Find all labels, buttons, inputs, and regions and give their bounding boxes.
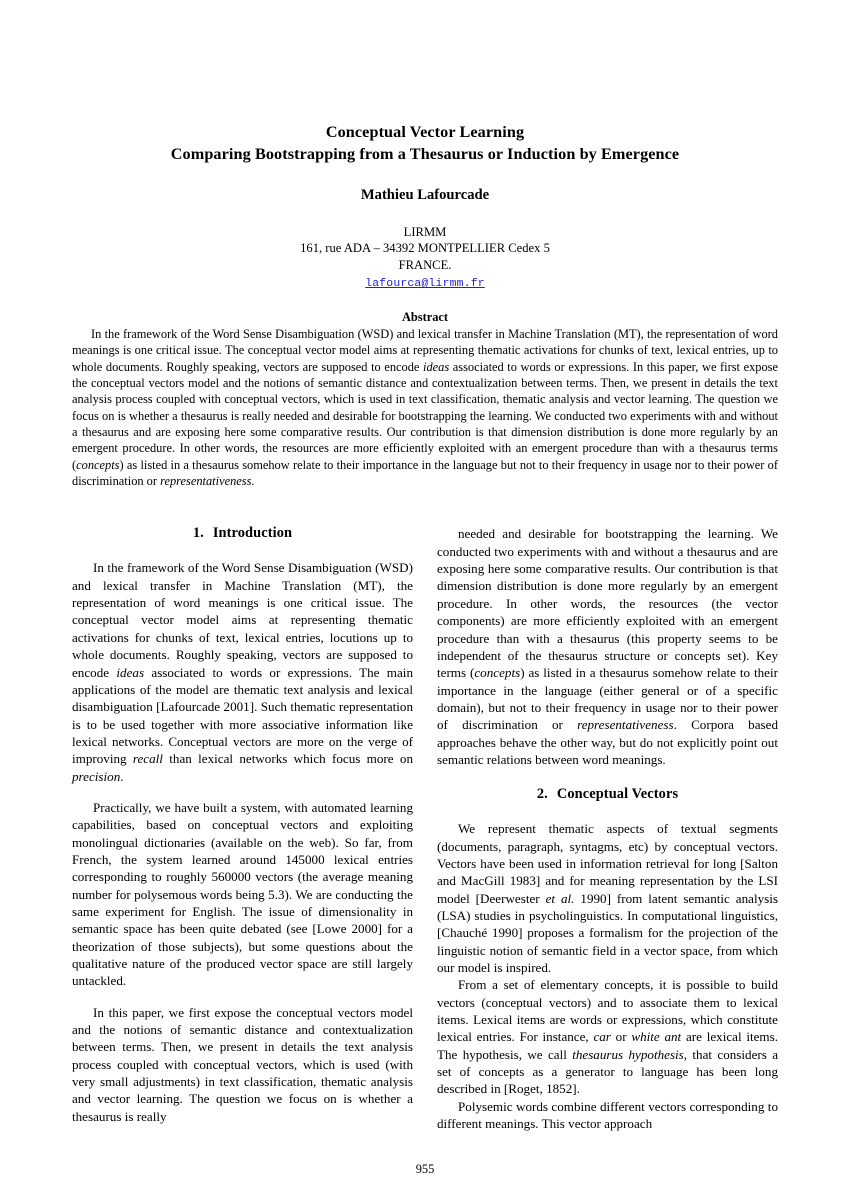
section-number-1: 1. — [192, 525, 204, 542]
abstract-text-2: associated to words or expressions. In this paper, we first expose the conceptual vectors model and the notions of semantic distance and contextualization between terms. Then, we present in details the text analysis process coupled with conceptual vectors, which is used in text classification, thematic analysis and vector learning. The question we focus on is whether a thesaurus is really needed and desirable for bootstrapping the learning. We conducted two experiments with and without a thesaurus and are exposing here some comparative results. Our contribution is that dimension distribution is done more regularly by an emergent procedure. In other words, the resources are more efficiently exploited with an emergent procedure than with a thesaurus terms ( — [72, 359, 779, 472]
page-content — [72, 0, 778, 1132]
intro-p3c-italic-concepts: concepts — [474, 665, 521, 681]
abstract-italic-ideas: ideas — [423, 359, 450, 374]
section-title-2: Conceptual Vectors — [556, 786, 679, 803]
page-title — [72, 122, 778, 165]
cv-p2-text-d: , that considers a set of concepts as a generator to language has been long described in [Roget, 1852]. — [437, 1046, 779, 1097]
intro-paragraph-1 — [72, 559, 413, 784]
section-heading-conceptual-vectors — [437, 786, 778, 803]
intro-p1-italic-ideas: ideas — [116, 664, 145, 680]
intro-p1-italic-recall: recall — [132, 751, 163, 767]
intro-p3c-text-b: ) as listed in a thesaurus somehow relate to their importance in the language (either general or of a specific domain), but not to their frequency in usage nor to their power of discrimination or — [437, 665, 778, 733]
abstract-section — [72, 310, 778, 489]
abstract-body — [72, 326, 778, 489]
title-block — [72, 0, 778, 292]
cv-p2-italic-car: car — [593, 1029, 611, 1045]
cv-p1-italic-etal: et al. — [545, 890, 575, 906]
cv-p2-text-c: are lexical items. The hypothesis, we call — [437, 1029, 778, 1062]
abstract-italic-concepts: concepts — [76, 457, 120, 472]
author-name: Mathieu Lafourcade — [360, 187, 490, 204]
cv-p2-text-a: From a set of elementary concepts, it is possible to build vectors (conceptual vectors) and to associate them to lexical items. Lexical items are words or expressions, which constitute lexical entries. For instance, — [437, 977, 778, 1045]
cv-p1-text-b: 1990] from latent semantic analysis (LSA) studies in psycholinguistics. In computational linguistics, [Chauché 1990] proposes a formalism for the projection of the linguistic notion of semantic field in a vector space, from which our model is inspired. — [437, 890, 778, 975]
intro-p1-text-b: associated to words or expressions. The main applications of the model are thematic text analysis and lexical disambiguation [Lafourcade 2001]. Such thematic representation is to be used together with more associative information like lexical networks. Conceptual vectors are more on the verge of improving — [72, 664, 413, 767]
cv-paragraph-3: Polysemic words combine different vectors corresponding to different meanings. This vector approach — [437, 1098, 778, 1132]
intro-p1-italic-precision: precision — [72, 768, 121, 784]
right-column — [437, 525, 778, 1132]
page-number: 955 — [415, 1162, 435, 1176]
intro-p3c-text-a: needed and desirable for bootstrapping the learning. We conducted two experiments with and without a thesaurus and are exposing here some comparative results. Our contribution is that dimension distribution is done more regularly by an emergent procedure. In other words, the resources (the vector components) are more efficiently exploited with an emergent procedure than with a thesaurus (this property seems to be independent of the thesaurus structure or concepts set). Key terms ( — [437, 526, 778, 681]
heading-spacer — [437, 768, 778, 786]
cv-p2-italic-white-ant: white ant — [631, 1029, 682, 1045]
intro-paragraph-2: Practically, we have built a system, with automated learning capabilities, based on conceptual vectors and exploiting monolingual dictionaries (available on the web). So far, from French, the system learned around 145000 lexical entries corresponding to roughly 560000 vectors (the average meaning number for polysemous words being 5.3). We are conducting the same experiment for English. The issue of dimensionality in semantic space has been quite debated (see [Lowe 2000] for a theorization of those subjects), but some questions about the qualitative nature of the produced vector space are still largely untackled. — [72, 799, 413, 989]
abstract-text-1: In the framework of the Word Sense Disambiguation (WSD) and lexical transfer in Machine Translation (MT), the representation of word meanings is one critical issue. The conceptual vector model aims at representing thematic activations for chunks of text, lexical entries, up to whole documents. Roughly speaking, vectors are supposed to encode — [72, 327, 778, 374]
body-columns — [72, 525, 778, 1132]
cv-paragraph-2 — [437, 976, 778, 1097]
affiliation-email-line — [72, 274, 778, 292]
abstract-text-3: ) as listed in a thesaurus somehow relate to their importance in the language but not to their frequency in usage nor to their power of discrimination or — [72, 457, 778, 489]
intro-p3c-italic-representativeness: representativeness — [577, 717, 674, 733]
abstract-italic-representativeness: representativeness — [160, 474, 252, 489]
intro-p1-text-d: . — [120, 768, 124, 784]
cv-p1-text-a: We represent thematic aspects of textual segments (documents, paragraph, syntagms, etc) by conceptual vectors. Vectors have been used in information retrieval for long [Salton and MacGill 1983] and for meaning representation by the LSI model [Deerwester — [437, 821, 778, 906]
cv-paragraph-1 — [437, 820, 778, 976]
intro-paragraph-3-continued — [437, 525, 778, 768]
title-line-1: Conceptual Vector Learning — [325, 123, 525, 141]
intro-p3c-text-c: . Corpora based approaches behave the other way, but do not explicitly point out semantic relations between word meanings. — [437, 717, 778, 767]
cv-p2-italic-thesaurus-hypothesis: thesaurus hypothesis — [572, 1046, 684, 1062]
intro-p1-text-c: than lexical networks which focus more on — [162, 751, 413, 767]
section-heading-introduction — [72, 525, 413, 542]
abstract-heading: Abstract — [401, 310, 449, 324]
left-column — [72, 525, 413, 1125]
cv-p2-text-b: or — [610, 1029, 632, 1045]
affiliation-country: FRANCE. — [398, 257, 452, 272]
title-line-2: Comparing Bootstrapping from a Thesaurus or Induction by Emergence — [170, 144, 680, 163]
affiliation-address: 161, rue ADA – 34392 MONTPELLIER Cedex 5 — [300, 241, 550, 256]
affiliation-institution: LIRMM — [403, 225, 447, 240]
abstract-text-4: . — [251, 474, 255, 489]
intro-p1-text-a: In the framework of the Word Sense Disambiguation (WSD) and lexical transfer in Machine Translation (MT), the representation of word meanings is one critical issue. The conceptual vector model aims at representing thematic activations for chunks of text, lexical entries, locutions up to whole documents. Roughly speaking, vectors are supposed to encode — [72, 560, 413, 680]
author-email-link[interactable]: lafourca@lirmm.fr — [365, 278, 485, 291]
affiliation-block — [72, 224, 778, 292]
intro-paragraph-3: In this paper, we first expose the conceptual vectors model and the notions of semantic distance and contextualization between terms. Then, we present in details the text analysis process coupled with conceptual vectors, which is used (with very small adjustments) in text classification, thematic analysis and vector learning. The question we focus on is whether a thesaurus is really — [72, 1004, 413, 1124]
section-title-1: Introduction — [212, 525, 293, 542]
section-number-2: 2. — [536, 786, 548, 803]
